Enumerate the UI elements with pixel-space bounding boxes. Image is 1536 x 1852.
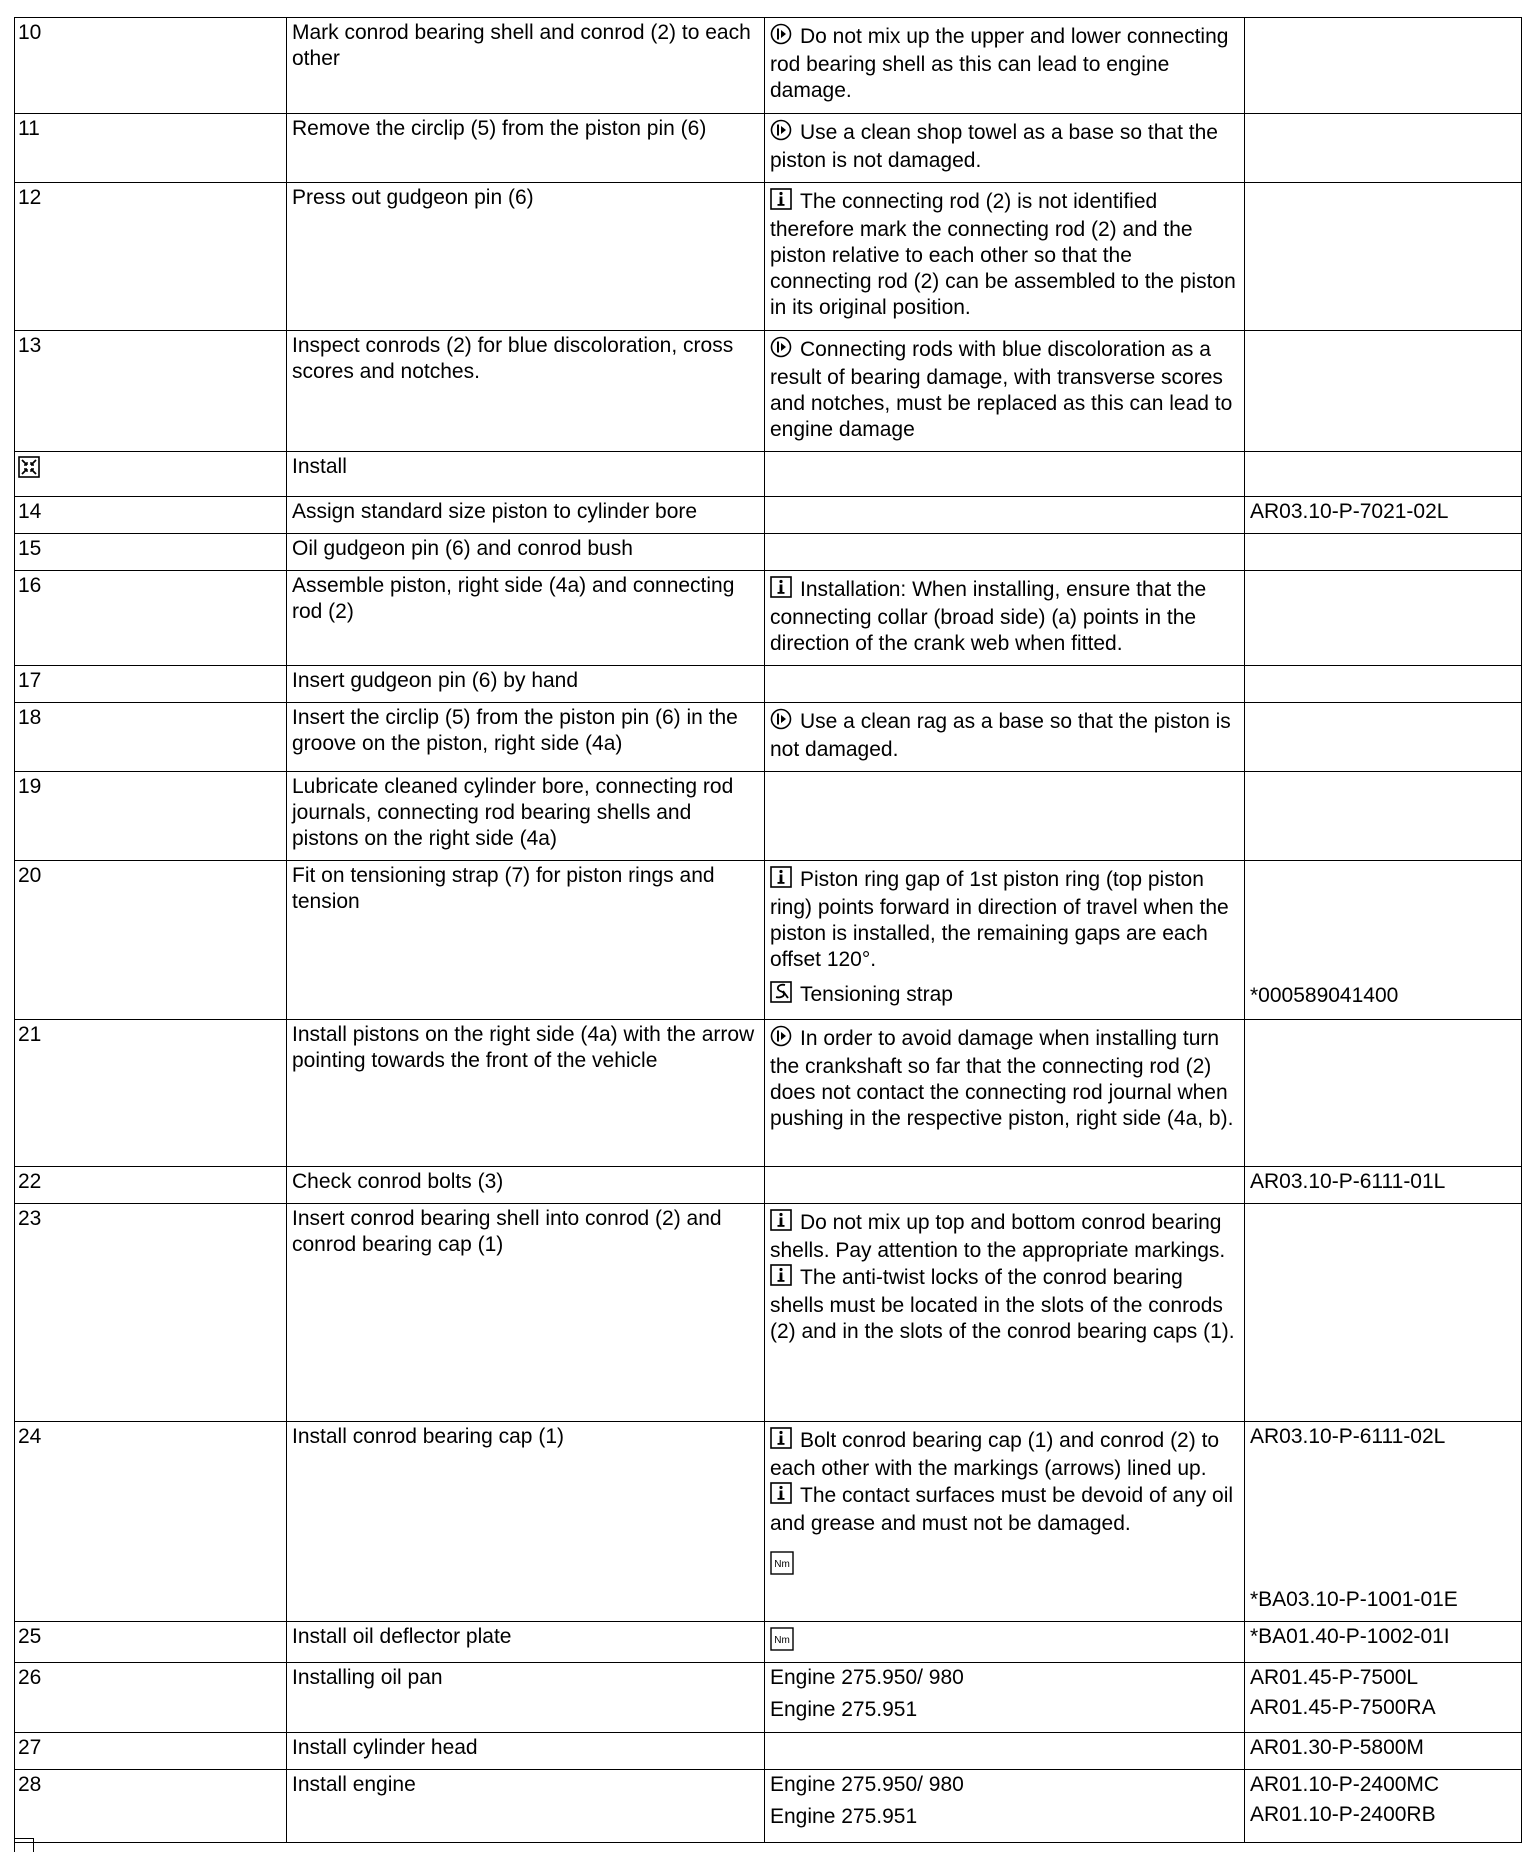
- step-action: Inspect conrods (2) for blue discoloration, cross scores and notches.: [287, 331, 765, 452]
- note: The connecting rod (2) is not identified therefore mark the connecting rod (2) and the piston relative to each other so that the connecting rod (2) can be assembled to the piston in its original position.: [770, 190, 1236, 319]
- table-row: [15, 183, 1522, 331]
- torque-icon: [770, 1551, 794, 1582]
- info-icon: [770, 866, 792, 895]
- step-number: 14: [15, 497, 287, 534]
- step-action: Install oil deflector plate: [287, 1622, 765, 1663]
- step-notes: [765, 1622, 1245, 1663]
- table-row: [15, 1733, 1522, 1770]
- step-notes: [765, 1422, 1245, 1622]
- step-references: [1245, 331, 1522, 452]
- step-action: Insert the circlip (5) from the piston pin (6) in the groove on the piston, right side (4a): [287, 703, 765, 772]
- step-references: [1245, 183, 1522, 331]
- note: [770, 1551, 1239, 1582]
- step-references: [1245, 497, 1522, 534]
- step-number: 18: [15, 703, 287, 772]
- step-notes: [765, 571, 1245, 666]
- step-number: 27: [15, 1733, 287, 1770]
- step-action: Fit on tensioning strap (7) for piston rings and tension: [287, 861, 765, 1020]
- note: Do not mix up the upper and lower connecting rod bearing shell as this can lead to engine damage.: [770, 25, 1229, 102]
- step-references: [1245, 1020, 1522, 1167]
- step-action: Install cylinder head: [287, 1733, 765, 1770]
- note: The contact surfaces must be devoid of any oil and grease and must not be damaged.: [770, 1484, 1234, 1535]
- warning-icon: [770, 336, 792, 365]
- reference-link[interactable]: AR03.10-P-6111-01L: [1250, 1170, 1446, 1193]
- table-row: [15, 1622, 1522, 1663]
- note: In order to avoid damage when installing turn the crankshaft so far that the connecting rod (2) does not contact the connecting rod journal when pushing in the respective piston, right side (4a, b).: [770, 1027, 1234, 1130]
- engine-variant: Engine 275.951: [770, 1698, 918, 1721]
- step-references: [1245, 1663, 1522, 1733]
- step-number: 12: [15, 183, 287, 331]
- step-references: [1245, 1167, 1522, 1204]
- info-icon: [770, 1264, 792, 1293]
- step-notes: [765, 1020, 1245, 1167]
- reference-link[interactable]: AR01.10-P-2400MC: [1250, 1773, 1440, 1796]
- step-action: Install engine: [287, 1770, 765, 1843]
- note: Do not mix up top and bottom conrod bearing shells. Pay attention to the appropriate markings.: [770, 1211, 1226, 1262]
- table-row: [15, 666, 1522, 703]
- table-row: [15, 1422, 1522, 1622]
- step-notes: [765, 1167, 1245, 1204]
- step-number: 13: [15, 331, 287, 452]
- reference-link[interactable]: AR03.10-P-7021-02L: [1250, 500, 1449, 523]
- step-notes: [765, 497, 1245, 534]
- step-number: 10: [15, 18, 287, 114]
- step-number: 24: [15, 1422, 287, 1622]
- step-references: [1245, 1422, 1522, 1622]
- info-icon: [770, 576, 792, 605]
- step-number: 15: [15, 534, 287, 571]
- note: Use a clean shop towel as a base so that the piston is not damaged.: [770, 121, 1218, 172]
- step-references: [1245, 1733, 1522, 1770]
- table-row: [15, 452, 1522, 497]
- step-action: Remove the circlip (5) from the piston pin (6): [287, 114, 765, 183]
- step-action: Insert gudgeon pin (6) by hand: [287, 666, 765, 703]
- step-number: 17: [15, 666, 287, 703]
- warning-icon: [770, 708, 792, 737]
- table-row: [15, 571, 1522, 666]
- step-number: 19: [15, 772, 287, 861]
- table-row: [15, 114, 1522, 183]
- step-notes: [765, 183, 1245, 331]
- reference-link[interactable]: AR01.10-P-2400RB: [1250, 1803, 1436, 1826]
- note: Use a clean rag as a base so that the piston is not damaged.: [770, 710, 1231, 761]
- step-number: 26: [15, 1663, 287, 1733]
- reference-link[interactable]: *000589041400: [1250, 984, 1399, 1007]
- engine-variant: Engine 275.951: [770, 1805, 918, 1828]
- note: Piston ring gap of 1st piston ring (top piston ring) points forward in direction of travel when the piston is installed, the remaining gaps are each offset 120°.: [770, 868, 1229, 971]
- step-action: Assign standard size piston to cylinder bore: [287, 497, 765, 534]
- step-references: [1245, 1204, 1522, 1422]
- table-row: [15, 1770, 1522, 1843]
- step-number: 16: [15, 571, 287, 666]
- step-action: Press out gudgeon pin (6): [287, 183, 765, 331]
- table-row: [15, 534, 1522, 571]
- note: Tensioning strap: [770, 981, 1239, 1010]
- table-row: [15, 703, 1522, 772]
- step-references: [1245, 452, 1522, 497]
- step-notes: [765, 18, 1245, 114]
- note: Bolt conrod bearing cap (1) and conrod (2) to each other with the markings (arrows) lined up.: [770, 1429, 1220, 1480]
- info-icon: [770, 188, 792, 217]
- step-notes: [765, 331, 1245, 452]
- table-row: [15, 1020, 1522, 1167]
- table-row: [15, 1204, 1522, 1422]
- table-row: [15, 1167, 1522, 1204]
- step-notes: [765, 1663, 1245, 1733]
- step-notes: [765, 1770, 1245, 1843]
- step-action: Installing oil pan: [287, 1663, 765, 1733]
- step-number: 25: [15, 1622, 287, 1663]
- table-row: [15, 1663, 1522, 1733]
- step-number: 21: [15, 1020, 287, 1167]
- step-action: Oil gudgeon pin (6) and conrod bush: [287, 534, 765, 571]
- step-action: Install: [287, 452, 765, 497]
- step-notes: [765, 703, 1245, 772]
- info-icon: [770, 1209, 792, 1238]
- torque-icon: [770, 1627, 794, 1658]
- step-references: [1245, 534, 1522, 571]
- step-number: [15, 452, 287, 497]
- step-action: Install pistons on the right side (4a) with the arrow pointing towards the front of the vehicle: [287, 1020, 765, 1167]
- table-row: [15, 861, 1522, 1020]
- svg-text:Nm: Nm: [774, 1635, 790, 1646]
- svg-text:Nm: Nm: [774, 1559, 790, 1570]
- step-number: 28: [15, 1770, 287, 1843]
- step-notes: [765, 1733, 1245, 1770]
- step-action: Check conrod bolts (3): [287, 1167, 765, 1204]
- warning-icon: [770, 1025, 792, 1054]
- step-notes: [765, 666, 1245, 703]
- step-action: Insert conrod bearing shell into conrod (2) and conrod bearing cap (1): [287, 1204, 765, 1422]
- step-action: Assemble piston, right side (4a) and connecting rod (2): [287, 571, 765, 666]
- step-action: Lubricate cleaned cylinder bore, connecting rod journals, connecting rod bearing shells and pistons on the right side (4a): [287, 772, 765, 861]
- warning-icon: [770, 23, 792, 52]
- tool-icon: [770, 981, 792, 1010]
- step-action: Mark conrod bearing shell and conrod (2) to each other: [287, 18, 765, 114]
- note: The anti-twist locks of the conrod bearing shells must be located in the slots of the conrods (2) and in the slots of the conrod bearing caps (1).: [770, 1266, 1235, 1343]
- step-references: [1245, 18, 1522, 114]
- reference-link[interactable]: AR01.45-P-7500RA: [1250, 1696, 1436, 1719]
- step-number: 23: [15, 1204, 287, 1422]
- step-references: [1245, 571, 1522, 666]
- note: [770, 1627, 1239, 1658]
- step-action: Install conrod bearing cap (1): [287, 1422, 765, 1622]
- engine-variant: Engine 275.950/ 980: [770, 1773, 964, 1796]
- install-icon: [18, 456, 40, 485]
- note: Connecting rods with blue discoloration as a result of bearing damage, with transverse scores and notches, must be replaced as this can lead to engine damage: [770, 338, 1233, 441]
- step-references: [1245, 1622, 1522, 1663]
- step-notes: [765, 534, 1245, 571]
- table-row: [15, 497, 1522, 534]
- info-icon: [770, 1482, 792, 1511]
- step-notes: [765, 772, 1245, 861]
- procedure-table: [14, 17, 1522, 1843]
- info-icon: [770, 1427, 792, 1456]
- step-number: 11: [15, 114, 287, 183]
- step-references: [1245, 772, 1522, 861]
- step-references: [1245, 703, 1522, 772]
- reference-link[interactable]: *BA01.40-P-1002-01I: [1250, 1625, 1450, 1648]
- step-number: 20: [15, 861, 287, 1020]
- table-row: [15, 772, 1522, 861]
- step-notes: [765, 861, 1245, 1020]
- warning-icon: [770, 119, 792, 148]
- note: Installation: When installing, ensure that the connecting collar (broad side) (a) points in the direction of the crank web when fitted.: [770, 578, 1207, 655]
- reference-link[interactable]: AR01.45-P-7500L: [1250, 1666, 1419, 1689]
- step-notes: [765, 114, 1245, 183]
- step-notes: [765, 452, 1245, 497]
- table-row: [15, 331, 1522, 452]
- reference-link[interactable]: *BA03.10-P-1001-01E: [1250, 1588, 1458, 1611]
- step-references: [1245, 861, 1522, 1020]
- step-number: 22: [15, 1167, 287, 1204]
- step-notes: [765, 1204, 1245, 1422]
- table-row: [15, 18, 1522, 114]
- step-references: [1245, 666, 1522, 703]
- step-references: [1245, 1770, 1522, 1843]
- step-references: [1245, 114, 1522, 183]
- engine-variant: Engine 275.950/ 980: [770, 1666, 964, 1689]
- reference-link[interactable]: AR01.30-P-5800M: [1250, 1736, 1424, 1759]
- reference-link[interactable]: AR03.10-P-6111-02L: [1250, 1425, 1446, 1448]
